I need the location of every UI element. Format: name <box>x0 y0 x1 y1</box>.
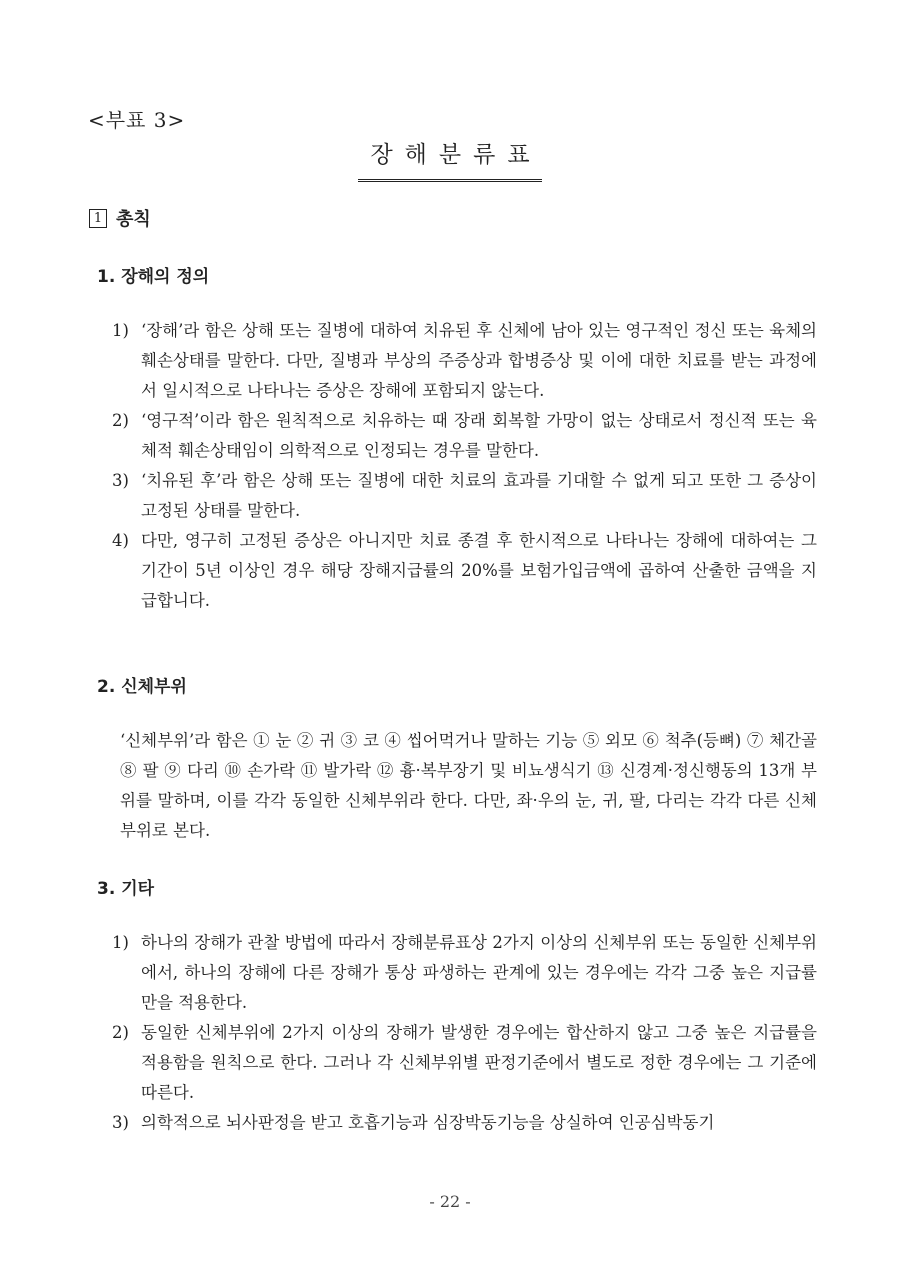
item-number: 2) <box>112 411 129 430</box>
list-item <box>112 316 817 406</box>
list-item <box>112 1108 817 1138</box>
title-wrap <box>0 136 900 182</box>
section-heading-other: 3. 기타 <box>97 879 155 899</box>
list-item <box>112 406 817 466</box>
chapter-heading <box>89 205 151 231</box>
section-heading-definition: 1. 장해의 정의 <box>97 267 210 287</box>
definition-list <box>112 316 817 616</box>
body-parts-paragraph: ‘신체부위’라 함은 ① 눈 ② 귀 ③ 코 ④ 씹어먹거나 말하는 기능 ⑤ 외모 ⑥ 척추(등뼈) ⑦ 체간골 ⑧ 팔 ⑨ 다리 ⑩ 손가락 ⑪ 발가락 ⑫ 흉·복부장기 및 비뇨생식기 ⑬ 신경계·정신행동의 13개 부위를 말하며, 이를 각각 동일한 신체부위라 한다. 다만, 좌·우의 눈, 귀, 팔, 다리는 각각 다른 신체부위로 본다. <box>120 731 817 840</box>
item-text: 동일한 신체부위에 2가지 이상의 장해가 발생한 경우에는 합산하지 않고 그중 높은 지급률을 적용함을 원칙으로 한다. 그러나 각 신체부위별 판정기준에서 별도로 정한 경우에는 그 기준에 따른다. <box>141 1023 817 1102</box>
section-heading-body-parts: 2. 신체부위 <box>97 677 187 697</box>
item-text: 의학적으로 뇌사판정을 받고 호흡기능과 심장박동기능을 상실하여 인공심박동기 <box>141 1113 715 1132</box>
chapter-number-box: 1 <box>89 209 107 228</box>
appendix-label: <부표 3> <box>88 108 186 132</box>
list-item <box>112 1018 817 1108</box>
chapter-title: 총칙 <box>116 209 151 230</box>
item-number: 1) <box>112 321 129 340</box>
item-text: 다만, 영구히 고정된 증상은 아니지만 치료 종결 후 한시적으로 나타나는 장해에 대하여는 그 기간이 5년 이상인 경우 해당 장해지급률의 20%를 보험가입금액에 곱하여 산출한 금액을 지급합니다. <box>141 531 817 610</box>
item-text: ‘영구적’이라 함은 원칙적으로 치유하는 때 장래 회복할 가망이 없는 상태로서 정신적 또는 육체적 훼손상태임이 의학적으로 인정되는 경우를 말한다. <box>141 411 817 460</box>
item-number: 4) <box>112 531 129 550</box>
list-item <box>112 526 817 616</box>
list-item <box>112 928 817 1018</box>
item-number: 3) <box>112 471 129 490</box>
document-title: 장해분류표 <box>358 136 541 182</box>
other-list <box>112 928 817 1138</box>
item-text: 하나의 장해가 관찰 방법에 따라서 장해분류표상 2가지 이상의 신체부위 또는 동일한 신체부위에서, 하나의 장해에 다른 장해가 통상 파생하는 관계에 있는 경우에는 각각 그중 높은 지급률만을 적용한다. <box>141 933 817 1012</box>
item-number: 3) <box>112 1113 129 1132</box>
page-number: - 22 - <box>429 1192 471 1211</box>
item-text: ‘치유된 후’라 함은 상해 또는 질병에 대한 치료의 효과를 기대할 수 없게 되고 또한 그 증상이 고정된 상태를 말한다. <box>141 471 817 520</box>
item-number: 1) <box>112 933 129 952</box>
item-number: 2) <box>112 1023 129 1042</box>
list-item <box>112 466 817 526</box>
item-text: ‘장해’라 함은 상해 또는 질병에 대하여 치유된 후 신체에 남아 있는 영구적인 정신 또는 육체의 훼손상태를 말한다. 다만, 질병과 부상의 주증상과 합병증상 및 이에 대한 치료를 받는 과정에서 일시적으로 나타나는 증상은 장해에 포함되지 않는다. <box>141 321 817 400</box>
